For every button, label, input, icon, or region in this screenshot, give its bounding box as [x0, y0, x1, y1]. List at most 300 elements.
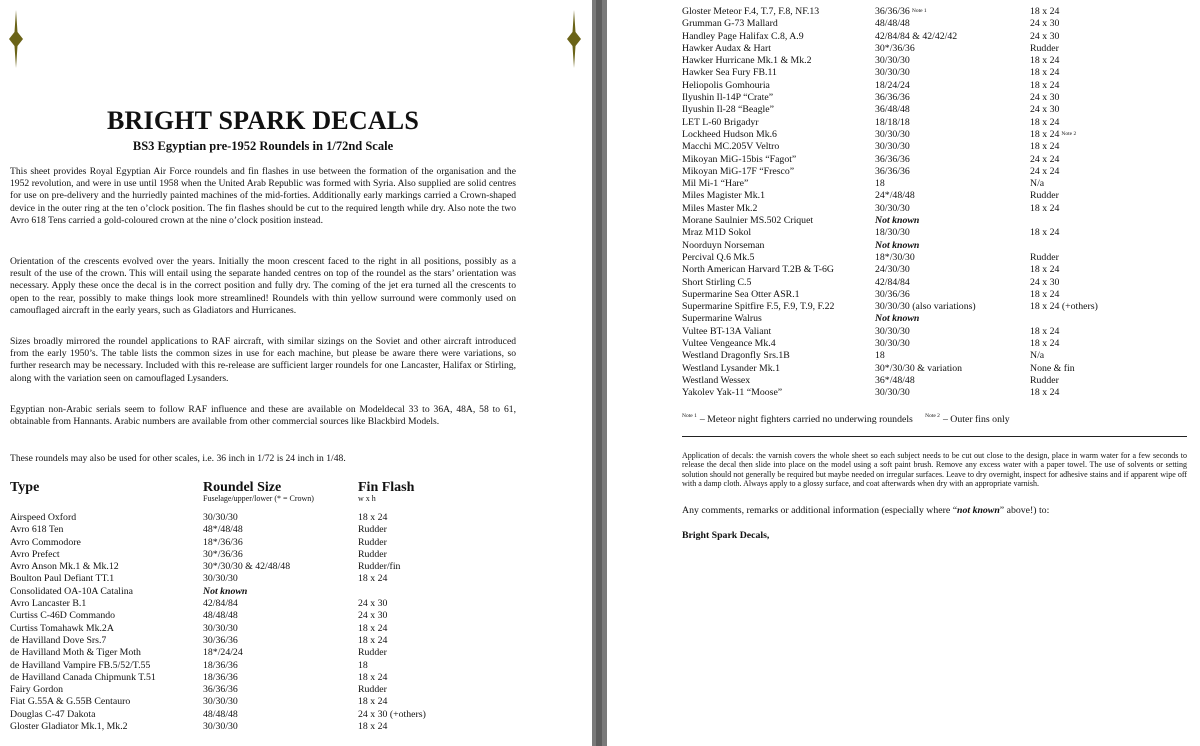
roundel-size-value: 18*/30/30	[875, 251, 915, 263]
fin-flash-value: Rudder	[1030, 374, 1059, 386]
fin-flash-size	[358, 537, 387, 549]
comments-line	[682, 505, 1049, 516]
note1-text: – Meteor night fighters carried no underwing roundels	[699, 414, 913, 425]
roundel-size	[875, 154, 910, 166]
fin-flash-size	[1030, 92, 1059, 104]
fin-flash-value: 18 x 24	[358, 721, 388, 733]
aircraft-type: Fiat G.55A & G.55B Centauro	[10, 696, 131, 708]
fin-flash-value: 18 x 24	[358, 696, 388, 708]
roundel-size	[203, 660, 238, 672]
roundel-size	[203, 672, 238, 684]
roundel-size	[875, 67, 910, 79]
note2-label: Note 2	[925, 413, 940, 419]
table-row	[10, 512, 530, 524]
table-row	[682, 301, 1182, 313]
fin-flash-size	[1030, 117, 1059, 129]
roundel-size	[875, 92, 910, 104]
table-row	[682, 203, 1182, 215]
aircraft-type: Avro 618 Ten	[10, 524, 64, 536]
table-row	[682, 326, 1182, 338]
fin-flash-size	[358, 709, 426, 721]
serials-paragraph: Egyptian non-Arabic serials seem to follow RAF influence and these are available on Modeldecal 33 to 36A, 48A, 58 to 61, obtainable from Hannants. Arabic numbers are available from other commercial sources like Blackbird Models.	[10, 404, 516, 428]
roundel-size	[875, 190, 915, 202]
roundel-size	[203, 709, 238, 721]
fin-flash-size	[1030, 252, 1059, 264]
roundel-size-value: 30/30/30	[875, 338, 910, 350]
roundel-size-value: 24/30/30	[875, 264, 910, 276]
company-name: Bright Spark Decals,	[682, 530, 770, 541]
aircraft-type: Ilyushin Il-14P “Crate”	[682, 92, 774, 104]
roundel-size-value: 48/48/48	[875, 18, 910, 30]
roundel-size-value: 30*/36/36	[875, 42, 915, 54]
fin-flash-value: Rudder	[358, 684, 387, 696]
roundel-size-value: 30/30/30	[875, 67, 910, 79]
intro-paragraph: This sheet provides Royal Egyptian Air Force roundels and fin flashes in use between the formation of the organisation and the 1952 revolution, and were in use until 1958 when the United Arab Republic was formed with Syria. Also supplied are solid centres for use on pre-delivery and the hurriedly painted machines of the mid-forties. Additionally early markings carried a Crown-shaped device in the outer ring at the ten o’clock position. The fin flashes should be cut to the required length while dry. Also note the two Avro 618 Tens carried a gold-coloured crown at the nine o’clock position instead.	[10, 166, 516, 226]
fin-flash-value: 24 x 30	[358, 610, 388, 622]
roundel-size	[203, 721, 238, 733]
aircraft-type: Supermarine Walrus	[682, 313, 762, 325]
table-row	[682, 18, 1182, 30]
fin-flash-size	[1030, 43, 1059, 55]
fin-flash-size	[1030, 190, 1059, 202]
aircraft-type: de Havilland Vampire FB.5/52/T.55	[10, 659, 151, 671]
fin-flash-value: Rudder/fin	[358, 561, 401, 573]
table-row	[682, 289, 1182, 301]
roundel-size	[875, 117, 910, 129]
table-row	[682, 264, 1182, 276]
table-row	[682, 350, 1182, 362]
roundel-size-value: 48*/48/48	[203, 524, 243, 536]
aircraft-type: Hawker Hurricane Mk.1 & Mk.2	[682, 55, 812, 67]
sizes-paragraph: Sizes broadly mirrored the roundel applications to RAF aircraft, with similar sizings on the Soviet and other aircraft introduced from the early 1950’s. The table lists the common sizes in use for each machine, but please be aware there were variations, so further research may be necessary. Included with this re-release are sufficient larger roundels for one Lancaster, Halifax or Stirling, along with the variation seen on camouflaged Lysanders.	[10, 336, 516, 384]
table-row	[10, 672, 530, 684]
roundel-size-value: 30/30/30	[203, 573, 238, 585]
table-row	[682, 55, 1182, 67]
note2-text: – Outer fins only	[942, 414, 1010, 425]
roundel-size-value: 30/30/30	[203, 512, 238, 523]
roundel-size	[875, 240, 919, 252]
fin-flash-value: Rudder	[1030, 251, 1059, 263]
aircraft-type: Vultee BT-13A Valiant	[682, 325, 772, 337]
aircraft-type: Hawker Sea Fury FB.11	[682, 67, 777, 79]
table-row	[10, 537, 530, 549]
fin-flash-value: 18 x 24 (+others)	[1030, 301, 1098, 313]
roundel-size	[875, 277, 910, 289]
roundel-size	[875, 313, 919, 325]
fin-flash-size	[1030, 80, 1059, 92]
fin-flash-size	[1030, 154, 1059, 166]
fin-flash-value: 18 x 24	[1030, 338, 1060, 350]
roundel-size	[203, 696, 238, 708]
fin-flash-size	[358, 647, 387, 659]
roundel-size	[875, 375, 915, 387]
roundel-size-value: 30/36/36	[875, 288, 910, 300]
column-subheader-roundel: Fuselage/upper/lower (* = Crown)	[203, 494, 314, 503]
fin-flash-size	[358, 561, 400, 573]
fin-flash-value: 18 x 24	[1030, 141, 1060, 153]
roundel-size-value: Not known	[875, 215, 920, 227]
table-notes	[682, 414, 1010, 425]
table-row	[10, 610, 530, 622]
table-row	[682, 215, 1182, 227]
fin-flash-value: 18	[358, 659, 368, 671]
fin-flash-value: 24 x 30	[1030, 276, 1060, 288]
fin-flash-size	[358, 512, 387, 524]
fin-flash-value: 18 x 24	[1030, 264, 1060, 276]
aircraft-table-left	[10, 512, 530, 733]
roundel-size-value: 30/30/30	[875, 387, 910, 399]
roundel-size	[875, 104, 910, 116]
fin-flash-size	[1030, 104, 1059, 116]
roundel-size	[875, 264, 910, 276]
table-row	[10, 549, 530, 561]
roundel-size	[203, 647, 243, 659]
fin-flash-value: 24 x 30	[1030, 30, 1060, 42]
aircraft-type: Noorduyn Norseman	[682, 239, 765, 251]
aircraft-type: Grumman G-73 Mallard	[682, 18, 778, 30]
fin-flash-value: 18 x 24	[1030, 128, 1060, 140]
roundel-size-value: 36/36/36	[875, 165, 910, 177]
roundel-size	[203, 524, 243, 536]
aircraft-type: Yakolev Yak-11 “Moose”	[682, 387, 783, 399]
fin-flash-size	[1030, 338, 1059, 350]
fin-flash-value: 18 x 24	[1030, 288, 1060, 300]
fin-flash-value: 18 x 24	[1030, 6, 1060, 17]
fin-flash-value: 18 x 24	[1030, 79, 1060, 91]
aircraft-type: Gloster Meteor F.4, T.7, F.8, NF.13	[682, 6, 820, 17]
table-row	[682, 178, 1182, 190]
aircraft-type: Supermarine Spitfire F.5, F.9, T.9, F.22	[682, 301, 835, 313]
aircraft-type: Vultee Vengeance Mk.4	[682, 338, 776, 350]
aircraft-type: Avro Lancaster B.1	[10, 598, 87, 610]
fin-flash-value: 18 x 24	[1030, 202, 1060, 214]
scales-paragraph: These roundels may also be used for other scales, i.e. 36 inch in 1/72 is 24 inch in 1/48.	[10, 453, 346, 464]
roundel-size	[875, 215, 919, 227]
fin-flash-size	[1030, 178, 1044, 190]
table-row	[10, 561, 530, 573]
fin-flash-value: None & fin	[1030, 362, 1075, 374]
fin-flash-value: 18 x 24	[1030, 325, 1060, 337]
table-row	[10, 598, 530, 610]
roundel-size-value: 18	[875, 178, 885, 190]
aircraft-type: Lockheed Hudson Mk.6	[682, 128, 777, 140]
roundel-size	[203, 561, 290, 573]
aircraft-type: Miles Magister Mk.1	[682, 190, 765, 202]
roundel-size	[875, 387, 910, 399]
roundel-size-value: 36/36/36	[875, 92, 910, 104]
roundel-size	[875, 141, 910, 153]
fin-flash-size	[1030, 363, 1075, 375]
fin-flash-value: 18 x 24	[1030, 67, 1060, 79]
roundel-size-value: 30/30/30	[203, 721, 238, 733]
aircraft-type: Mraz M1D Sokol	[682, 227, 752, 239]
table-row	[682, 338, 1182, 350]
fin-flash-value: 24 x 30	[1030, 104, 1060, 116]
aircraft-type: Curtiss C-46D Commando	[10, 610, 116, 622]
fin-flash-size	[358, 635, 387, 647]
table-row	[682, 363, 1182, 375]
roundel-size-value: Not known	[875, 239, 920, 251]
fin-flash-size	[1030, 227, 1059, 239]
roundel-size-value: 30*/36/36	[203, 548, 243, 560]
roundel-size-value: 30/36/36	[203, 634, 238, 646]
roundel-size	[875, 301, 976, 313]
roundel-size-value: 30*/30/30 & 42/48/48	[203, 561, 291, 573]
column-header-fin-flash: Fin Flash	[358, 480, 415, 495]
fin-flash-size	[1030, 387, 1059, 399]
roundel-size	[875, 129, 910, 141]
roundel-size	[875, 6, 927, 18]
column-header-type: Type	[10, 480, 40, 495]
roundel-size-value: 18*/36/36	[203, 536, 243, 548]
fin-flash-size	[1030, 277, 1059, 289]
fin-flash-size	[1030, 6, 1059, 18]
table-row	[682, 166, 1182, 178]
roundel-note-ref: Note 1	[911, 8, 927, 14]
aircraft-type: Mikoyan MiG-15bis “Fagot”	[682, 153, 797, 165]
aircraft-type: Mil Mi-1 “Hare”	[682, 178, 749, 190]
roundel-size	[203, 684, 238, 696]
table-row	[10, 647, 530, 659]
aircraft-type: de Havilland Moth & Tiger Moth	[10, 647, 141, 659]
roundel-size-value: 36/36/36	[203, 684, 238, 696]
document-subtitle: BS3 Egyptian pre-1952 Roundels in 1/72nd Scale	[132, 139, 394, 153]
fin-flash-size	[358, 573, 387, 585]
fin-flash-value: 18 x 24	[358, 634, 388, 646]
roundel-size-value: Not known	[203, 585, 248, 597]
aircraft-type: Hawker Audax & Hart	[682, 42, 771, 54]
roundel-size-value: 24*/48/48	[875, 190, 915, 202]
table-row	[682, 104, 1182, 116]
fin-flash-value: Rudder	[1030, 42, 1059, 54]
roundel-size	[203, 549, 243, 561]
aircraft-type: Consolidated OA-10A Catalina	[10, 585, 133, 597]
fin-flash-size	[1030, 129, 1076, 141]
roundel-size	[875, 178, 885, 190]
roundel-size-value: 42/84/84 & 42/42/42	[875, 30, 958, 42]
fin-flash-size	[358, 610, 387, 622]
roundel-size-value: 30/30/30	[875, 141, 910, 153]
aircraft-table-right	[682, 6, 1182, 400]
fin-flash-size	[358, 684, 387, 696]
fin-flash-size	[1030, 18, 1059, 30]
table-row	[682, 31, 1182, 43]
aircraft-type: Avro Commodore	[10, 536, 81, 548]
fin-flash-value: 24 x 30	[1030, 92, 1060, 104]
roundel-size-value: 18/36/36	[203, 659, 238, 671]
comments-suffix: ” above!) to:	[999, 505, 1050, 516]
fin-flash-value: 24 x 24	[1030, 153, 1060, 165]
document-page-left	[0, 0, 592, 746]
roundel-size	[875, 18, 910, 30]
roundel-size	[203, 512, 238, 524]
table-row	[10, 586, 530, 598]
roundel-size-value: 18	[875, 350, 885, 362]
star-ornament-icon	[567, 10, 581, 68]
page-divider	[592, 0, 607, 746]
table-row	[10, 660, 530, 672]
fin-note-ref: Note 2	[1061, 130, 1077, 137]
roundel-size	[203, 635, 238, 647]
roundel-size	[203, 537, 243, 549]
roundel-size-value: 18/36/36	[203, 671, 238, 683]
fin-flash-value: N/a	[1030, 178, 1045, 190]
roundel-size-value: 30/30/30	[875, 128, 910, 140]
table-row	[10, 573, 530, 585]
fin-flash-size	[1030, 166, 1059, 178]
roundel-size	[875, 55, 910, 67]
table-row	[10, 684, 530, 696]
roundel-size-value: 42/84/84	[875, 276, 910, 288]
fin-flash-size	[358, 524, 387, 536]
table-row	[682, 154, 1182, 166]
table-row	[10, 721, 530, 733]
aircraft-type: Heliopolis Gomhouria	[682, 79, 770, 91]
aircraft-type: Westland Wessex	[682, 374, 751, 386]
fin-flash-value: Rudder	[1030, 190, 1059, 202]
fin-flash-value: 18 x 24	[358, 573, 388, 585]
table-row	[682, 117, 1182, 129]
aircraft-type: Airspeed Oxford	[10, 512, 77, 523]
roundel-size-value: 36*/48/48	[875, 374, 915, 386]
roundel-size-value: 48/48/48	[203, 708, 238, 720]
aircraft-type: Douglas C-47 Dakota	[10, 708, 96, 720]
fin-flash-size	[1030, 31, 1059, 43]
aircraft-type: Mikoyan MiG-17F “Fresco”	[682, 165, 795, 177]
table-row	[10, 635, 530, 647]
table-row	[682, 6, 1182, 18]
table-row	[682, 92, 1182, 104]
aircraft-type: de Havilland Canada Chipmunk T.51	[10, 671, 156, 683]
fin-flash-size	[358, 623, 387, 635]
aircraft-type: Fairy Gordon	[10, 684, 64, 696]
fin-flash-size	[1030, 264, 1059, 276]
roundel-size-value: 42/84/84	[203, 598, 238, 610]
roundel-size-value: 30/30/30	[203, 622, 238, 634]
fin-flash-value: Rudder	[358, 548, 387, 560]
fin-flash-value: 18 x 24	[1030, 116, 1060, 128]
aircraft-type: Westland Lysander Mk.1	[682, 362, 780, 374]
aircraft-type: Boulton Paul Defiant TT.1	[10, 573, 115, 585]
horizontal-rule	[682, 436, 1187, 437]
aircraft-type: Avro Prefect	[10, 548, 60, 560]
fin-flash-size	[1030, 55, 1059, 67]
table-row	[10, 696, 530, 708]
roundel-size	[203, 573, 238, 585]
fin-flash-value: 18 x 24	[358, 671, 388, 683]
fin-flash-size	[1030, 350, 1044, 362]
roundel-size	[875, 252, 915, 264]
aircraft-type: Miles Master Mk.2	[682, 202, 758, 214]
table-row	[10, 709, 530, 721]
fin-flash-value: 24 x 24	[1030, 165, 1060, 177]
table-row	[682, 190, 1182, 202]
fin-flash-value: 18 x 24	[1030, 387, 1060, 399]
table-row	[682, 387, 1182, 399]
roundel-size	[203, 586, 247, 598]
roundel-size-value: 36/36/36	[875, 153, 910, 165]
fin-flash-size	[1030, 301, 1098, 313]
fin-flash-value: 24 x 30	[1030, 18, 1060, 30]
roundel-size-value: 18*/24/24	[203, 647, 243, 659]
table-row	[10, 623, 530, 635]
fin-flash-size	[358, 721, 387, 733]
fin-flash-size	[1030, 375, 1059, 387]
comments-emphasis: not known	[957, 505, 1000, 516]
aircraft-type: LET L-60 Brigadyr	[682, 116, 759, 128]
fin-flash-size	[358, 672, 387, 684]
aircraft-type: North American Harvard T.2B & T-6G	[682, 264, 835, 276]
fin-flash-value: 18 x 24	[1030, 55, 1060, 67]
table-row	[682, 141, 1182, 153]
fin-flash-value: 24 x 30 (+others)	[358, 708, 426, 720]
aircraft-type: Curtiss Tomahawk Mk.2A	[10, 622, 114, 634]
aircraft-type: Westland Dragonfly Srs.1B	[682, 350, 790, 362]
column-header-roundel: Roundel Size	[203, 480, 282, 495]
roundel-size-value: 36/36/36	[875, 6, 910, 17]
fin-flash-size	[358, 598, 387, 610]
roundel-size	[875, 289, 910, 301]
roundel-size-value: 18/24/24	[875, 79, 910, 91]
roundel-size-value: 48/48/48	[203, 610, 238, 622]
table-row	[682, 80, 1182, 92]
aircraft-type: Supermarine Sea Otter ASR.1	[682, 288, 800, 300]
aircraft-type: Ilyushin Il-28 “Beagle”	[682, 104, 774, 116]
column-subheader-fin-flash: w x h	[358, 494, 376, 503]
fin-flash-size	[1030, 141, 1059, 153]
aircraft-type: Morane Saulnier MS.502 Criquet	[682, 215, 814, 227]
document-title: BRIGHT SPARK DECALS	[106, 106, 420, 135]
fin-flash-size	[358, 549, 387, 561]
roundel-size-value: 36/48/48	[875, 104, 910, 116]
roundel-size	[203, 623, 238, 635]
roundel-size	[875, 31, 957, 43]
fin-flash-size	[1030, 203, 1059, 215]
fin-flash-size	[1030, 326, 1059, 338]
fin-flash-size	[358, 660, 368, 672]
roundel-size-value: 30/30/30 (also variations)	[875, 301, 976, 313]
roundel-size-value: 30/30/30	[875, 202, 910, 214]
roundel-size-value: 30/30/30	[875, 325, 910, 337]
roundel-size	[875, 43, 915, 55]
roundel-size	[875, 326, 910, 338]
fin-flash-value: N/a	[1030, 350, 1045, 362]
roundel-size-value: 30/30/30	[875, 55, 910, 67]
table-row	[682, 313, 1182, 325]
aircraft-type: Percival Q.6 Mk.5	[682, 251, 755, 263]
roundel-size	[875, 363, 962, 375]
fin-flash-value: 18 x 24	[1030, 227, 1060, 239]
roundel-size	[875, 227, 910, 239]
star-ornament-icon	[9, 10, 23, 68]
roundel-size	[875, 338, 910, 350]
roundel-size	[875, 203, 910, 215]
fin-flash-size	[358, 696, 387, 708]
table-row	[682, 240, 1182, 252]
fin-flash-value: Rudder	[358, 524, 387, 536]
aircraft-type: Avro Anson Mk.1 & Mk.12	[10, 561, 119, 573]
table-row	[682, 43, 1182, 55]
fin-flash-value: 24 x 30	[358, 598, 388, 610]
roundel-size	[875, 350, 885, 362]
application-instructions: Application of decals: the varnish covers the whole sheet so each subject needs to be cut out close to the design, place in warm water for a few seconds to release the decal then slide into place on the model using a soft paint brush. Remove any excess water with a paper towel. The use of solvents or setting solution should not generally be required but maybe needed on irregular surfaces. Leave to dry overnight, inspect for adhesive stains and if apparent wipe off with a damp cloth. Always apply to a glossy surface, and coat afterwards when dry with an appropriate varnish.	[682, 451, 1187, 489]
table-row	[682, 67, 1182, 79]
aircraft-type: Gloster Gladiator Mk.1, Mk.2	[10, 721, 128, 733]
fin-flash-value: 18 x 24	[358, 512, 388, 523]
fin-flash-size	[1030, 67, 1059, 79]
table-row	[682, 252, 1182, 264]
roundel-size-value: 18/18/18	[875, 116, 910, 128]
